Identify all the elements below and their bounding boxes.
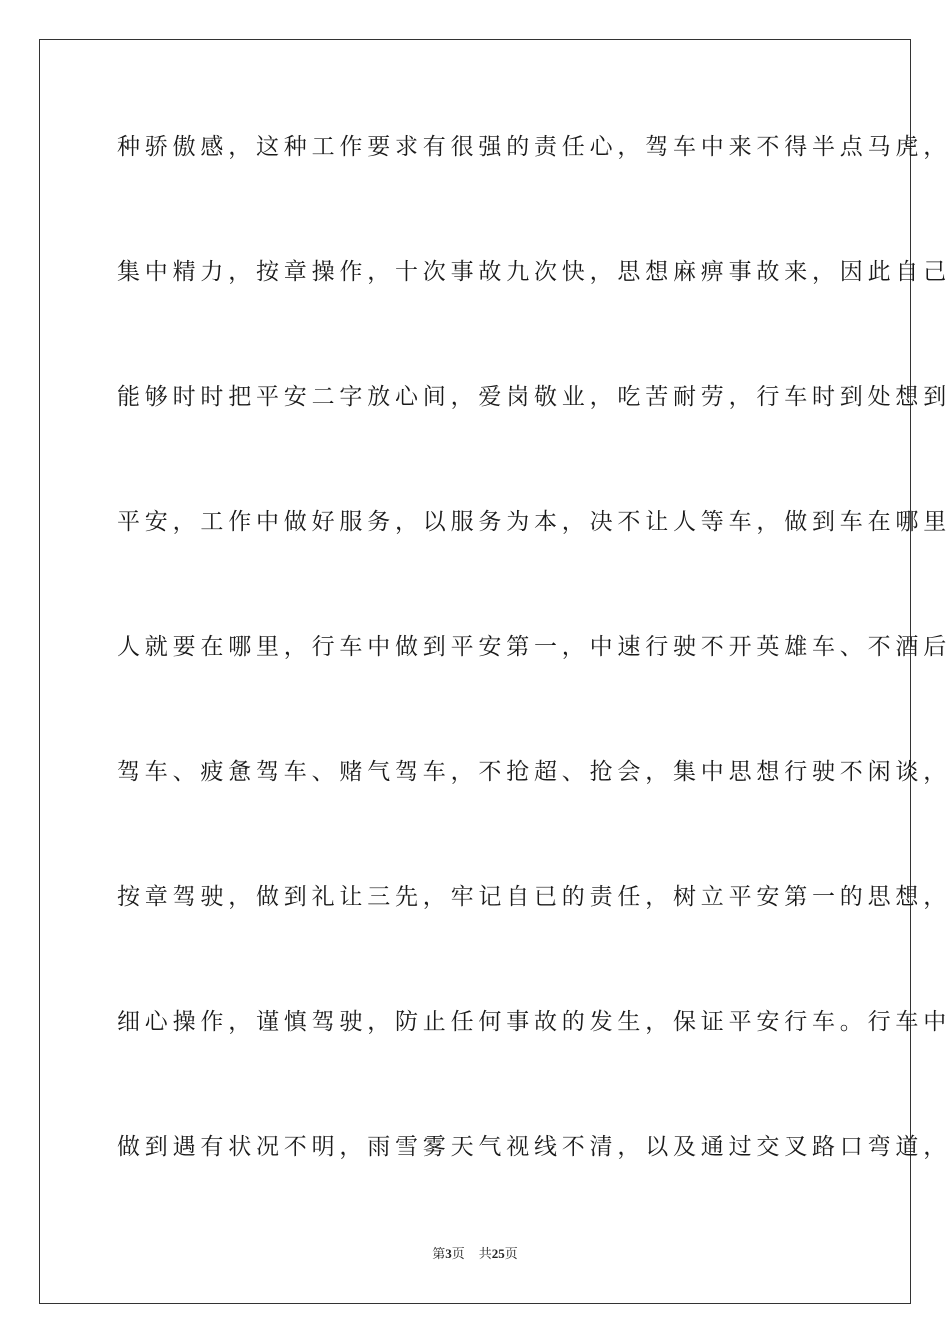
- total-pages: 25: [491, 1246, 505, 1261]
- text-line-1: 种骄傲感，这种工作要求有很强的责任心，驾车中来不得半点马虎，: [117, 134, 951, 160]
- total-prefix: 共: [478, 1247, 492, 1262]
- text-line-5: 人就要在哪里，行车中做到平安第一，中速行驶不开英雄车、不酒后: [117, 634, 951, 660]
- text-line-8: 细心操作，谨慎驾驶，防止任何事故的发生，保证平安行车。行车中: [117, 1009, 951, 1035]
- text-line-7: 按章驾驶，做到礼让三先，牢记自已的责任，树立平安第一的思想，: [117, 884, 951, 910]
- text-line-2: 集中精力，按章操作，十次事故九次快，思想麻痹事故来，因此自己: [117, 259, 951, 285]
- page-suffix: 页: [451, 1247, 465, 1262]
- page-prefix: 第: [432, 1247, 446, 1262]
- text-line-4: 平安，工作中做好服务，以服务为本，决不让人等车，做到车在哪里: [117, 509, 951, 535]
- total-suffix: 页: [504, 1247, 518, 1262]
- text-line-9: 做到遇有状况不明，雨雪雾天气视线不清，以及通过交叉路口弯道，: [117, 1134, 951, 1160]
- page-footer: [0, 1245, 950, 1264]
- page-border: [39, 39, 951, 1304]
- text-line-6: 驾车、疲惫驾车、赌气驾车，不抢超、抢会，集中思想行驶不闲谈，: [117, 759, 951, 785]
- page-number: 3: [445, 1246, 452, 1261]
- text-line-3: 能够时时把平安二字放心间，爱岗敬业，吃苦耐劳，行车时到处想到: [117, 384, 951, 410]
